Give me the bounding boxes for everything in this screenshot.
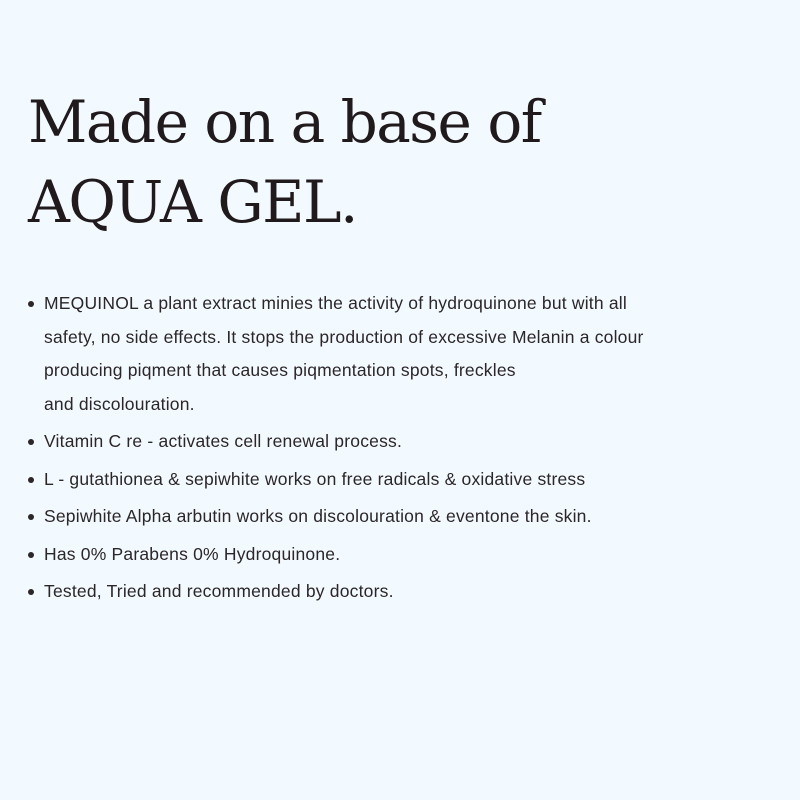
list-item xyxy=(24,500,784,534)
list-item xyxy=(24,463,784,497)
headline-line-1: Made on a base of xyxy=(28,88,541,156)
list-item xyxy=(24,425,784,459)
headline xyxy=(28,82,541,242)
headline-line-2: AQUA GEL. xyxy=(28,168,357,236)
list-item-line: Has 0% Parabens 0% Hydroquinone. xyxy=(44,543,341,564)
list-item-line: producing piqment that causes piqmentation spots, freckles xyxy=(44,360,516,380)
list-item xyxy=(24,287,784,421)
list-item-line: MEQUINOL a plant extract minies the activity of hydroquinone but with all xyxy=(44,293,627,313)
list-item-line: Sepiwhite Alpha arbutin works on discolouration & eventone the skin. xyxy=(44,506,592,526)
list-item-line: Vitamin C re - activates cell renewal process. xyxy=(44,431,403,451)
list-item xyxy=(24,575,784,609)
list-item-line: L - gutathionea & sepiwhite works on free radicals & oxidative stress xyxy=(44,468,586,489)
feature-list xyxy=(24,287,784,613)
list-item xyxy=(24,538,784,572)
list-item-line: safety, no side effects. It stops the production of excessive Melanin a colour xyxy=(44,326,644,347)
list-item-line: Tested, Tried and recommended by doctors. xyxy=(44,581,394,601)
list-item-line: and discolouration. xyxy=(44,393,195,414)
